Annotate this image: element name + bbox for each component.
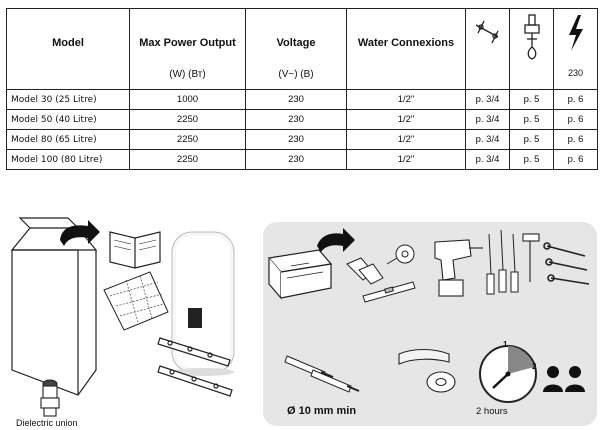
package-contents-illustration [0, 210, 262, 430]
cell-page-wrench: p. 3/4 [466, 150, 510, 170]
spirit-level-icon [363, 282, 415, 302]
timer-icon [480, 346, 536, 402]
hammer-icon [523, 234, 539, 282]
lightning-bolt-icon [554, 13, 597, 56]
table-row [7, 110, 598, 130]
ptfe-tape-icon [399, 350, 455, 393]
cell-page-wrench: p. 3/4 [466, 110, 510, 130]
cell-page-valve: p. 5 [510, 90, 554, 110]
table-header-row [7, 9, 598, 90]
drill-icon [435, 240, 483, 296]
table-row [7, 90, 598, 110]
cell-model: Model 100 (80 Litre) [7, 150, 130, 170]
cell-water: 1/2" [347, 150, 466, 170]
header-electric [554, 9, 598, 90]
cell-page-electric: p. 6 [554, 90, 598, 110]
header-power [130, 9, 246, 90]
cell-voltage: 230 [246, 150, 347, 170]
cell-voltage: 230 [246, 90, 347, 110]
cell-page-valve: p. 5 [510, 130, 554, 150]
header-model-label: Model [52, 37, 84, 49]
cell-page-electric: p. 6 [554, 110, 598, 130]
cell-water: 1/2" [347, 90, 466, 110]
install-time-label: 2 hours [476, 406, 508, 417]
header-voltage [246, 9, 347, 90]
cell-page-electric: p. 6 [554, 130, 598, 150]
arrow-out-icon [317, 228, 355, 252]
manual-book-icon [110, 232, 160, 268]
cell-water: 1/2" [347, 110, 466, 130]
open-box-icon [12, 218, 96, 395]
cell-water: 1/2" [347, 130, 466, 150]
table-row [7, 150, 598, 170]
cell-power: 2250 [130, 150, 246, 170]
wrenches-icon [544, 243, 589, 284]
dowel-size-label: Ø 10 mm min [287, 405, 357, 417]
tape-measure-icon [387, 245, 414, 264]
dielectric-union-label: Dielectric union [16, 418, 78, 428]
two-people-icon [543, 366, 585, 392]
header-voltage-label: Voltage [276, 37, 316, 49]
dielectric-union-icon [41, 380, 59, 416]
timer-mark-2: 2 [532, 362, 537, 371]
cell-power: 2250 [130, 110, 246, 130]
cell-page-valve: p. 5 [510, 110, 554, 130]
spec-table [6, 8, 598, 170]
cell-model: Model 50 (40 Litre) [7, 110, 130, 130]
gloves-icon [347, 258, 383, 284]
header-power-unit: (W) (Вт) [169, 69, 206, 80]
cell-model: Model 80 (65 Litre) [7, 130, 130, 150]
pipe-wrench-icon [466, 13, 509, 52]
header-voltage-unit: (V~) (B) [278, 69, 314, 80]
cell-page-wrench: p. 3/4 [466, 130, 510, 150]
tools-illustration [263, 222, 597, 426]
cell-power: 1000 [130, 90, 246, 110]
header-water [347, 9, 466, 90]
cell-page-electric: p. 6 [554, 150, 598, 170]
cell-voltage: 230 [246, 110, 347, 130]
screwdrivers-icon [487, 230, 518, 294]
safety-valve-icon [510, 13, 553, 66]
header-electric-value: 230 [567, 68, 584, 78]
header-valve [510, 9, 554, 90]
cell-power: 2250 [130, 130, 246, 150]
cell-model: Model 30 (25 Litre) [7, 90, 130, 110]
wall-plugs-icon [285, 356, 359, 392]
table-row [7, 130, 598, 150]
toolbox-icon [269, 250, 331, 298]
template-sheet-icon [104, 272, 168, 330]
header-water-label: Water Connexions [357, 37, 455, 49]
header-wrench [466, 9, 510, 90]
cell-page-valve: p. 5 [510, 150, 554, 170]
header-power-label: Max Power Output [139, 37, 236, 49]
cell-page-wrench: p. 3/4 [466, 90, 510, 110]
cell-voltage: 230 [246, 130, 347, 150]
timer-mark-1: 1 [503, 340, 508, 349]
header-model [7, 9, 130, 90]
